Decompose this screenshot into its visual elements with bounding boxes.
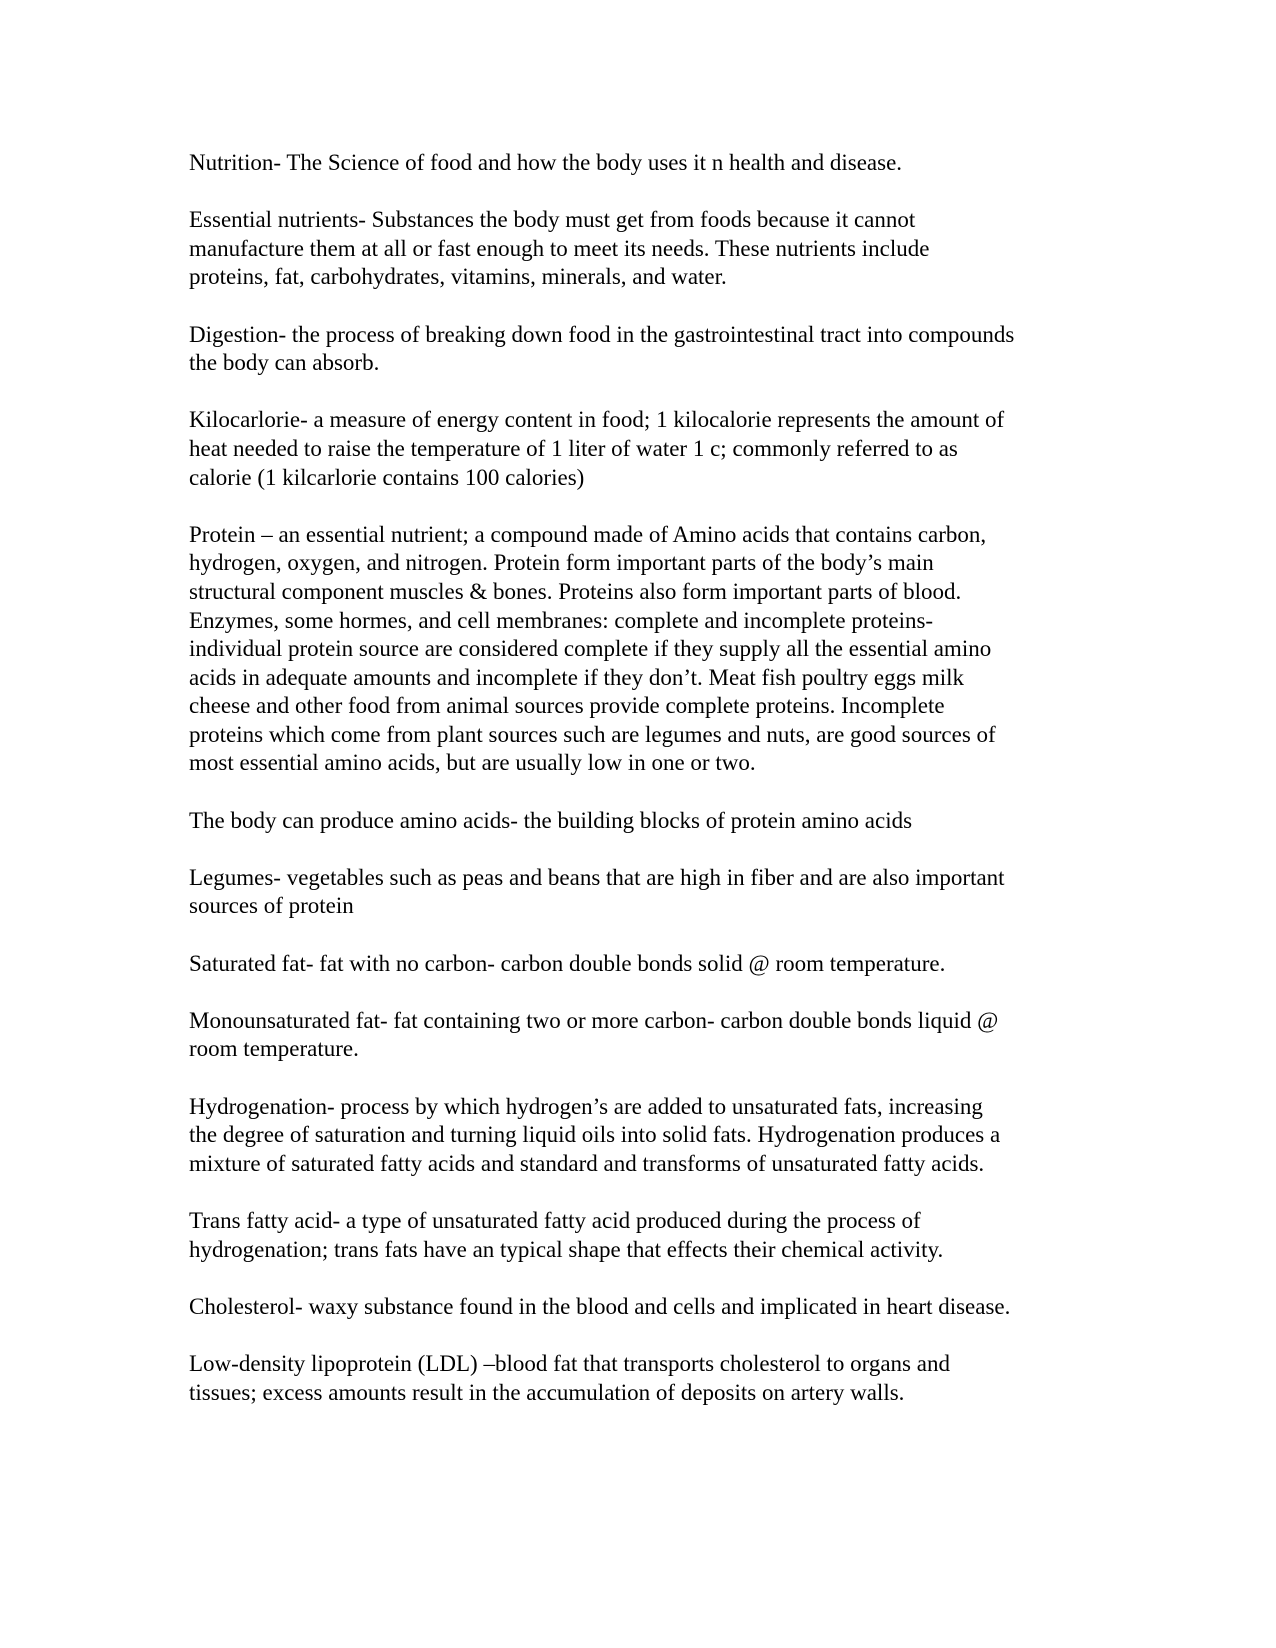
- definition-trans-fatty-acid: Trans fatty acid- a type of unsaturated fatty acid produced during the process of hydrogenation; trans fats have an typical shape that effects their chemical activity.: [189, 1207, 944, 1262]
- definition-cholesterol: Cholesterol- waxy substance found in the blood and cells and implicated in heart disease.: [189, 1293, 1011, 1319]
- definition-monounsaturated-fat: Monounsaturated fat- fat containing two or more carbon- carbon double bonds liquid @ room temperature.: [189, 1007, 999, 1062]
- definition-hydrogenation: Hydrogenation- process by which hydrogen’s are added to unsaturated fats, increasing the degree of saturation and turning liquid oils into solid fats. Hydrogenation produces a mixture of saturated fatty acids and standard and transforms of unsaturated fatty acids.: [189, 1093, 1001, 1176]
- definition-kilocalorie: Kilocarlorie- a measure of energy content in food; 1 kilocalorie represents the amount of heat needed to raise the temperature of 1 liter of water 1 c; commonly referred to as calorie (1 kilcarlorie contains 100 calories): [189, 407, 1005, 490]
- definition-legumes: Legumes- vegetables such as peas and beans that are high in fiber and are also important sources of protein: [189, 864, 1005, 919]
- note-amino-acids: The body can produce amino acids- the building blocks of protein amino acids: [189, 807, 913, 833]
- definition-digestion: Digestion- the process of breaking down food in the gastrointestinal tract into compounds the body can absorb.: [189, 321, 1015, 376]
- definition-nutrition: Nutrition- The Science of food and how the body uses it n health and disease.: [189, 150, 903, 175]
- definition-protein: Protein – an essential nutrient; a compound made of Amino acids that contains carbon, hydrogen, oxygen, and nitrogen. Protein form important parts of the body’s main structural component muscles & bones. Proteins also form important parts of blood. Enzymes, some hormes, and cell membranes: complete and incomplete proteins- individual protein source are considered complete if they supply all the essential amino acids in adequate amounts and incomplete if they don’t. Meat fish poultry eggs milk cheese and other food from animal sources provide complete proteins. Incomplete proteins which come from plant sources such are legumes and nuts, are good sources of most essential amino acids, but are usually low in one or two.: [189, 521, 996, 776]
- definition-saturated-fat: Saturated fat- fat with no carbon- carbon double bonds solid @ room temperature.: [189, 950, 946, 976]
- document-body: [189, 149, 1094, 1436]
- definition-essential-nutrients: Essential nutrients- Substances the body must get from foods because it cannot manufacture them at all or fast enough to meet its needs. These nutrients include proteins, fat, carbohydrates, vitamins, minerals, and water.: [189, 207, 930, 290]
- definition-ldl: Low-density lipoprotein (LDL) –blood fat that transports cholesterol to organs and tissues; excess amounts result in the accumulation of deposits on artery walls.: [189, 1350, 950, 1405]
